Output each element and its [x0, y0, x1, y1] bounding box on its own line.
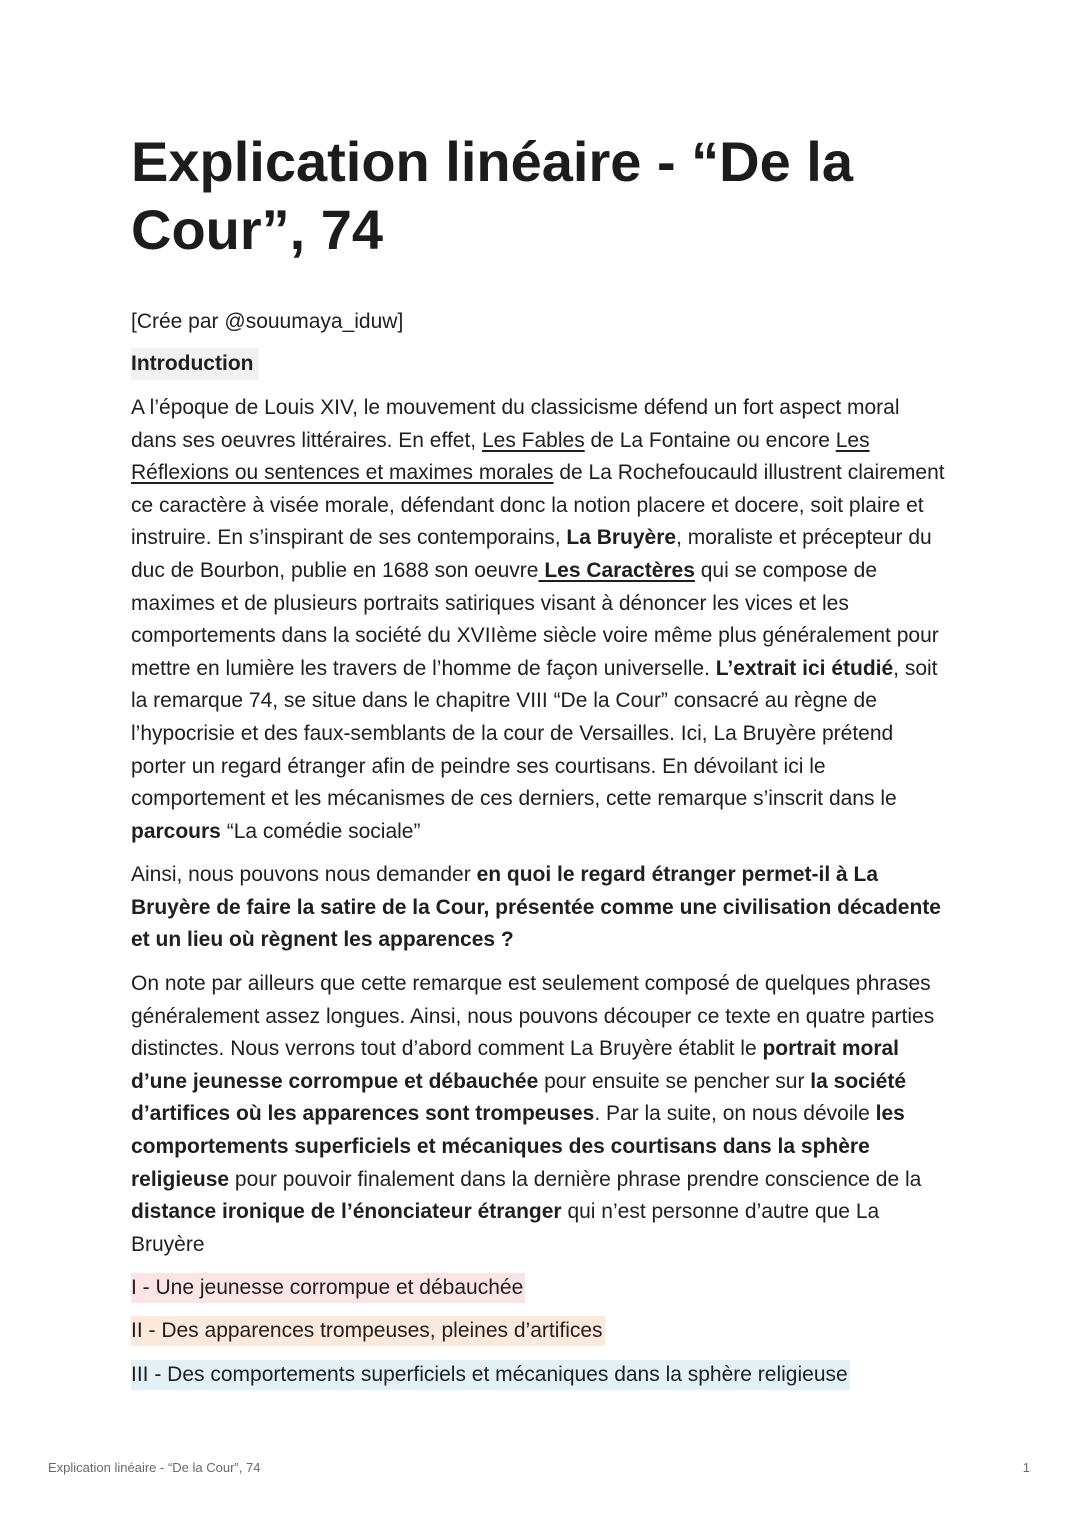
title-line-2: Cour”, 74: [131, 198, 384, 261]
introduction-heading: Introduction: [131, 348, 259, 380]
text-run: . Par la suite, on nous dévoile: [594, 1102, 876, 1126]
problematique-paragraph: [131, 859, 947, 957]
work-title-reflexions: Les Réflexions ou sentences et maximes morales: [131, 428, 870, 485]
plan-announcement-paragraph: [131, 968, 947, 1261]
text-run: “La comédie sociale”: [220, 819, 421, 843]
text-run: , moraliste et précepteur du duc de Bourbon, publie en 1688 son oeuvre: [131, 526, 932, 582]
work-title-caracteres: Les Caractères: [538, 558, 695, 582]
plan-item-1: I - Une jeunesse corrompue et débauchée: [131, 1273, 525, 1303]
text-run: , soit la remarque 74, se situe dans le chapitre VIII “De la Cour” consacré au règne de l’hypocrisie et des faux-semblants de la cour de Versailles. Ici, La Bruyère prétend porter un regard étranger afin de peindre ses courtisans. En dévoilant ici le comportement et les mécanismes de ces derniers, cette remarque s’inscrit dans le: [131, 656, 938, 811]
title-line-1: Explication linéaire - “De la: [131, 130, 854, 193]
bold-parcours: parcours: [131, 819, 221, 843]
bold-extract: L’extrait ici étudié: [715, 656, 894, 680]
introduction-paragraph: [131, 392, 947, 848]
bold-part-2: la société d’artifices où les apparences sont trompeuses: [131, 1069, 907, 1126]
text-run: pour ensuite se pencher sur: [538, 1069, 811, 1093]
bold-part-1: portrait moral d’une jeunesse corrompue et débauchée: [131, 1037, 900, 1093]
text-run: de La Fontaine ou encore: [584, 428, 836, 452]
bold-part-4: distance ironique de l’énonciateur étranger: [131, 1200, 562, 1224]
author-credit: [Crée par @souumaya_iduw]: [131, 310, 404, 333]
plan-item-3: III - Des comportements superficiels et mécaniques dans la sphère religieuse: [131, 1360, 850, 1390]
text-run: On note par ailleurs que cette remarque est seulement composé de quelques phrases généralement assez longues. Ainsi, nous pouvons découper ce texte en quatre parties distinctes. Nous verrons tout d’abord comment La Bruyère établit le: [131, 972, 935, 1061]
footer-title: Explication linéaire - “De la Cour”, 74: [48, 1460, 261, 1475]
bold-problematique: en quoi le regard étranger permet-il à La Bruyère de faire la satire de la Cour, présentée comme une civilisation décadente et un lieu où règnent les apparences ?: [131, 863, 941, 952]
bold-part-3: les comportements superficiels et mécaniques des courtisans dans la sphère religieuse: [131, 1102, 905, 1191]
work-title-fables: Les Fables: [481, 428, 585, 452]
text-run: Ainsi, nous pouvons nous demander: [131, 863, 477, 886]
text-run: qui se compose de maximes et de plusieurs portraits satiriques visant à dénoncer les vices et les comportements dans la société du XVIIème siècle voire même plus généralement pour mettre en lumière les travers de l’homme de façon universelle.: [131, 558, 939, 680]
text-run: pour pouvoir finalement dans la dernière phrase prendre conscience de la: [229, 1167, 922, 1191]
plan-item-2: II - Des apparences trompeuses, pleines d’artifices: [131, 1316, 605, 1346]
bold-author-name: La Bruyère: [566, 526, 677, 550]
page-number: 1: [1022, 1460, 1030, 1475]
document-title: [131, 128, 931, 264]
text-run: de La Rochefoucauld illustrent clairement ce caractère à visée morale, défendant donc la notion placere et docere, soit plaire et instruire. En s’inspirant de ses contemporains,: [131, 461, 945, 550]
text-run: A l’époque de Louis XIV, le mouvement du classicisme défend un fort aspect moral dans ses oeuvres littéraires. En effet,: [131, 396, 900, 452]
text-run: qui n’est personne d’autre que La Bruyère: [131, 1200, 880, 1256]
